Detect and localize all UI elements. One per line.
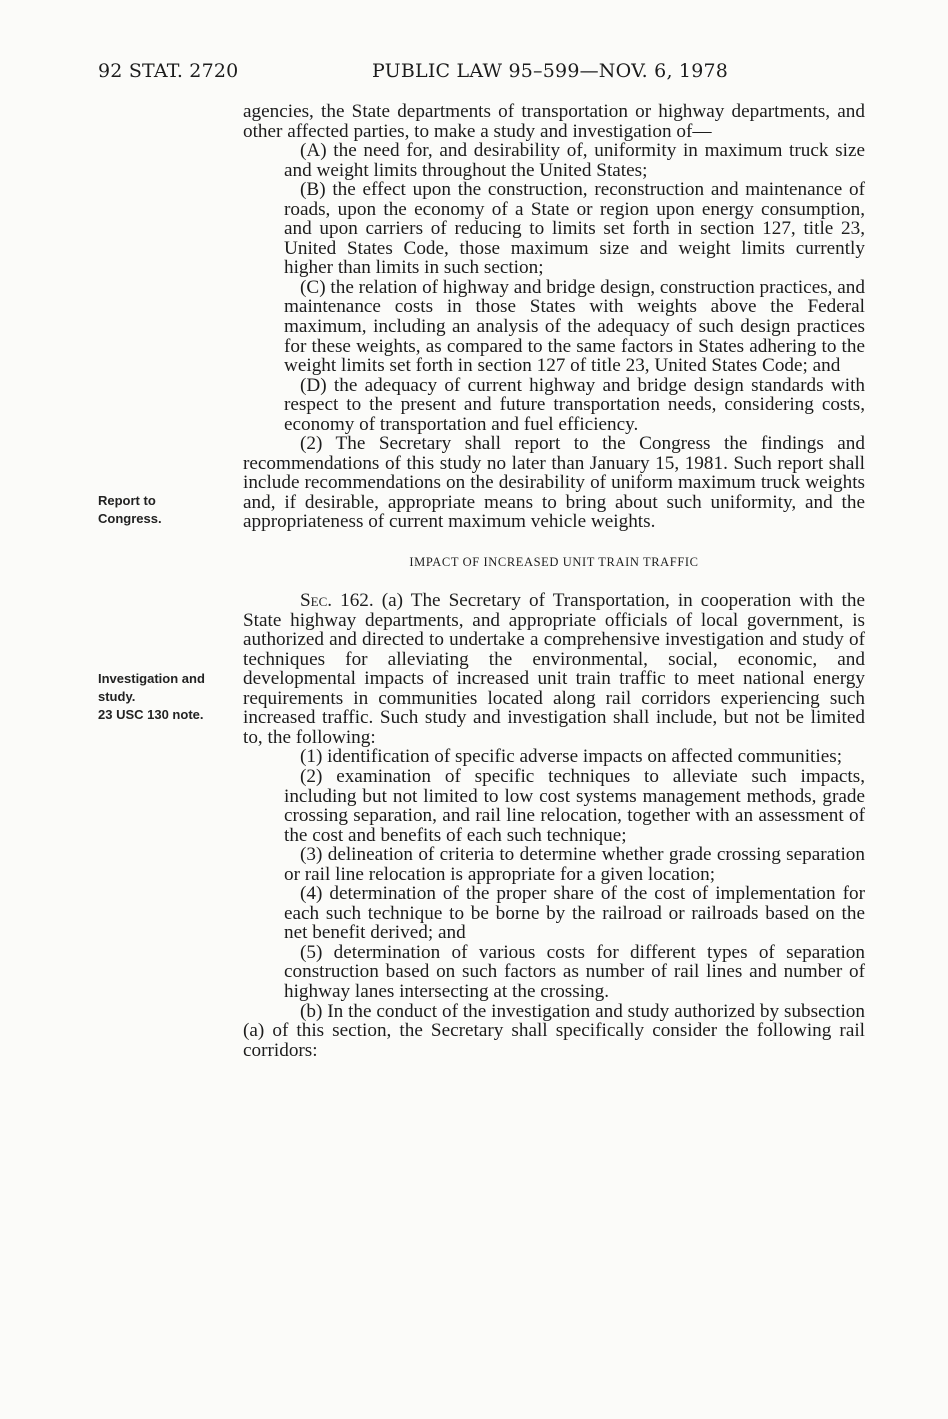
section-heading: IMPACT OF INCREASED UNIT TRAIN TRAFFIC: [409, 555, 699, 570]
paragraph-item-c: (C) the relation of highway and bridge design, construction practices, and maintenance costs in those States with weights above the Federal maximum, including an analysis of the adequacy of such design practices for these weights, as compared to the same factors in States adhering to the weight limits set forth in section 127 of title 23, United States Code; and: [284, 276, 865, 377]
stat-page-reference: 92 STAT. 2720: [98, 60, 239, 82]
margin-note-usc-citation: 23 USC 130 note.: [98, 707, 204, 722]
running-head-law-title: PUBLIC LAW 95–599—NOV. 6, 1978: [372, 60, 729, 82]
paragraph-intro: agencies, the State departments of transportation or highway departments, and other affected parties, to make a study and investigation of—: [243, 101, 865, 142]
paragraph-item-3: (3) delineation of criteria to determine whether grade crossing separation or rail line relocation is appropriate for a given location;: [284, 844, 865, 885]
section-label: Sec. 162.: [300, 590, 374, 612]
paragraph-subsection-b: (b) In the conduct of the investigation and study authorized by subsection (a) of this section, the Secretary shall specifically consider the following rail corridors:: [243, 1000, 865, 1061]
margin-note-report-to-congress: [98, 492, 162, 528]
margin-note-investigation-and-study: [98, 670, 205, 724]
paragraph-item-4: (4) determination of the proper share of the cost of implementation for each such technique to be borne by the railroad or railroads based on the net benefit derived; and: [284, 883, 865, 944]
margin-note-line: Investigation and: [98, 671, 205, 686]
page-header: [0, 60, 948, 86]
section-162-a-text: (a) The Secretary of Transportation, in cooperation with the State highway departments, and appropriate officials of local government, is authorized and directed to undertake a comprehensive investigation and study of techniques for alleviating the environmental, social, economic, and developmental impacts of increased unit train traffic to meet national energy requirements in communities located along rail corridors experiencing such increased traffic. Such study and investigation shall include, but not be limited to, the following:: [243, 590, 865, 748]
paragraph-item-5: (5) determination of various costs for different types of separation construction based on such factors as number of rail lines and number of highway lanes intersecting at the crossing.: [284, 941, 865, 1002]
paragraph-item-d: (D) the adequacy of current highway and bridge design standards with respect to the present and future transportation needs, considering costs, economy of transportation and fuel efficiency.: [284, 374, 865, 435]
margin-note-line: study.: [98, 689, 136, 704]
paragraph-item-2: (2) examination of specific techniques to alleviate such impacts, including but not limited to low cost systems management methods, grade crossing separation, and rail line relocation, together with an assessment of the cost and benefits of each such technique;: [284, 765, 865, 846]
paragraph-item-1: (1) identification of specific adverse impacts on affected communities;: [300, 746, 843, 768]
body-text: [243, 102, 865, 1060]
paragraph-sec-162-a: [243, 591, 865, 747]
margin-note-line: Report to: [98, 493, 156, 508]
paragraph-item-b: (B) the effect upon the construction, reconstruction and maintenance of roads, upon the economy of a State or region upon energy consumption, and upon carriers of reducing to limits set forth in section 127, title 23, United States Code, those maximum size and weight limits currently higher than limits in such section;: [284, 179, 865, 279]
paragraph-item-a: (A) the need for, and desirability of, uniformity in maximum truck size and weight limits throughout the United States;: [284, 140, 865, 181]
margin-note-line: Congress.: [98, 511, 162, 526]
paragraph-2-report: (2) The Secretary shall report to the Congress the findings and recommendations of this study no later than January 15, 1981. Such report shall include recommendations on the desirability of uniform maximum truck weights and, if desirable, appropriate means to bring about such uniformity, and the appropriateness of current maximum vehicle weights.: [243, 433, 865, 533]
